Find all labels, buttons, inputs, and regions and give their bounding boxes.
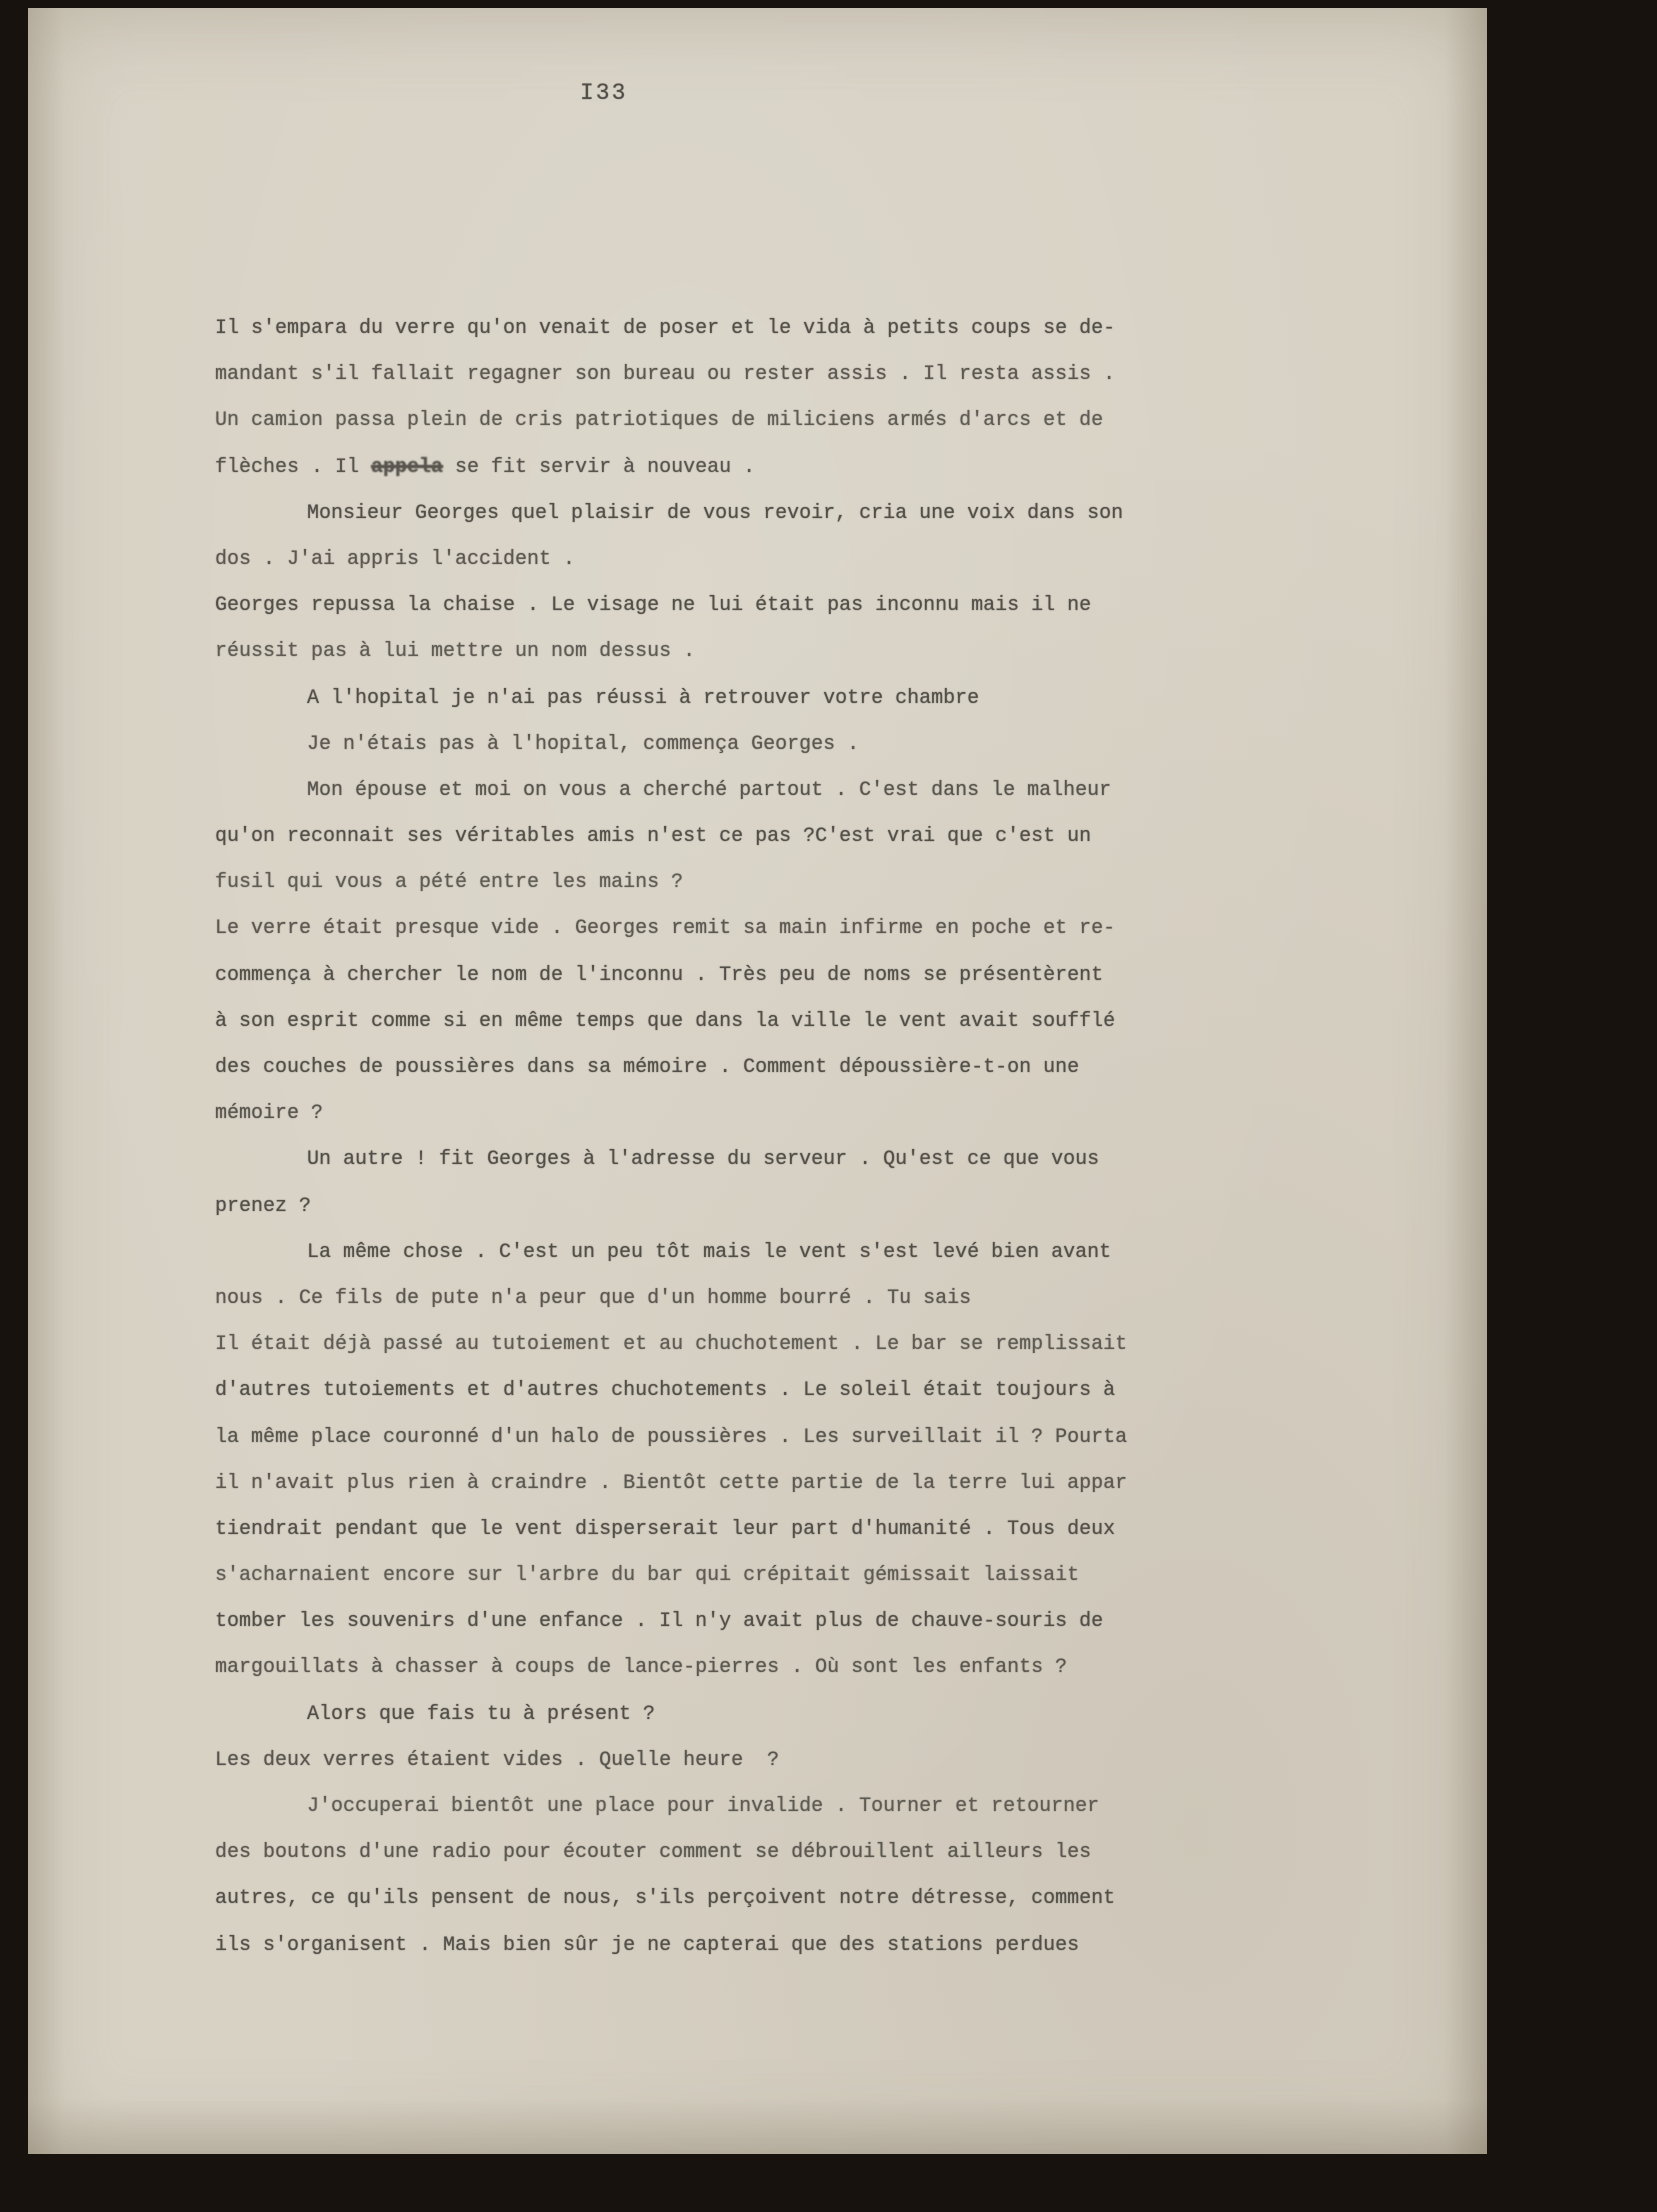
text-line: s'acharnaient encore sur l'arbre du bar qui crépitait gémissait laissait [215,1564,1080,1588]
text-line: Il était déjà passé au tutoiement et au chuchotement . Le bar se remplissait [215,1333,1128,1357]
text-line: Je n'étais pas à l'hopital, commença Georges . [307,732,860,756]
strikethrough-word: appela [371,455,444,479]
text-segment: flèches . Il [215,455,372,479]
text-line: A l'hopital je n'ai pas réussi à retrouver votre chambre [307,686,980,710]
text-line: nous . Ce fils de pute n'a peur que d'un homme bourré . Tu sais [215,1286,972,1310]
text-line: réussit pas à lui mettre un nom dessus . [215,640,696,664]
text-line: la même place couronné d'un halo de poussières . Les surveillait il ? Pourta [215,1425,1128,1449]
text-line: des couches de poussières dans sa mémoire . Comment dépoussière-t-on une [215,1056,1080,1079]
text-line: Monsieur Georges quel plaisir de vous revoir, cria une voix dans son [307,501,1124,525]
text-line: à son esprit comme si en même temps que dans la ville le vent avait soufflé [215,1009,1116,1033]
text-line: Georges repussa la chaise . Le visage ne lui était pas inconnu mais il ne [215,594,1092,618]
text-line: qu'on reconnait ses véritables amis n'est ce pas ?C'est vrai que c'est un [215,825,1092,849]
text-line: La même chose . C'est un peu tôt mais le vent s'est levé bien avant [307,1240,1112,1264]
text-line: fusil qui vous a pété entre les mains ? [215,871,684,895]
document-page [28,8,1487,2154]
text-line: mémoire ? [215,1102,324,1126]
body-text [215,306,1127,1969]
text-line: ils s'organisent . Mais bien sûr je ne capterai que des stations perdues [215,1933,1080,1957]
text-line: il n'avait plus rien à craindre . Bientôt cette partie de la terre lui appar [215,1471,1128,1495]
text-line: tiendrait pendant que le vent disperserait leur part d'humanité . Tous deux [215,1517,1116,1541]
text-line: prenez ? [215,1194,312,1218]
text-line: Il s'empara du verre qu'on venait de poser et le vida à petits coups se de- [215,317,1116,340]
text-line: tomber les souvenirs d'une enfance . Il n'y avait plus de chauve-souris de [215,1610,1104,1634]
text-line: dos . J'ai appris l'accident . [215,547,576,571]
text-line: autres, ce qu'ils pensent de nous, s'ils perçoivent notre détresse, comment [215,1887,1116,1911]
page-number: I33 [580,80,628,106]
text-line: Alors que fais tu à présent ? [307,1702,656,1726]
text-line: Le verre était presque vide . Georges remit sa main infirme en poche et re- [215,917,1116,941]
text-line: commença à chercher le nom de l'inconnu . Très peu de noms se présentèrent [215,963,1104,987]
text-line: mandant s'il fallait regagner son bureau ou rester assis . Il resta assis . [215,363,1116,387]
text-line: margouillats à chasser à coups de lance-pierres . Où sont les enfants ? [215,1656,1068,1680]
text-line: J'occuperai bientôt une place pour invalide . Tourner et retourner [307,1795,1100,1818]
text-line: d'autres tutoiements et d'autres chuchotements . Le soleil était toujours à [215,1379,1116,1403]
text-segment: se fit servir à nouveau . [443,455,756,479]
text-line: Mon épouse et moi on vous a cherché partout . C'est dans le malheur [307,778,1112,802]
text-line [215,445,1127,491]
text-line: Les deux verres étaient vides . Quelle heure ? [215,1748,780,1772]
text-line: Un camion passa plein de cris patriotiques de miliciens armés d'arcs et de [215,409,1104,433]
text-line: Un autre ! fit Georges à l'adresse du serveur . Qu'est ce que vous [307,1148,1100,1172]
text-line: des boutons d'une radio pour écouter comment se débrouillent ailleurs les [215,1841,1092,1865]
